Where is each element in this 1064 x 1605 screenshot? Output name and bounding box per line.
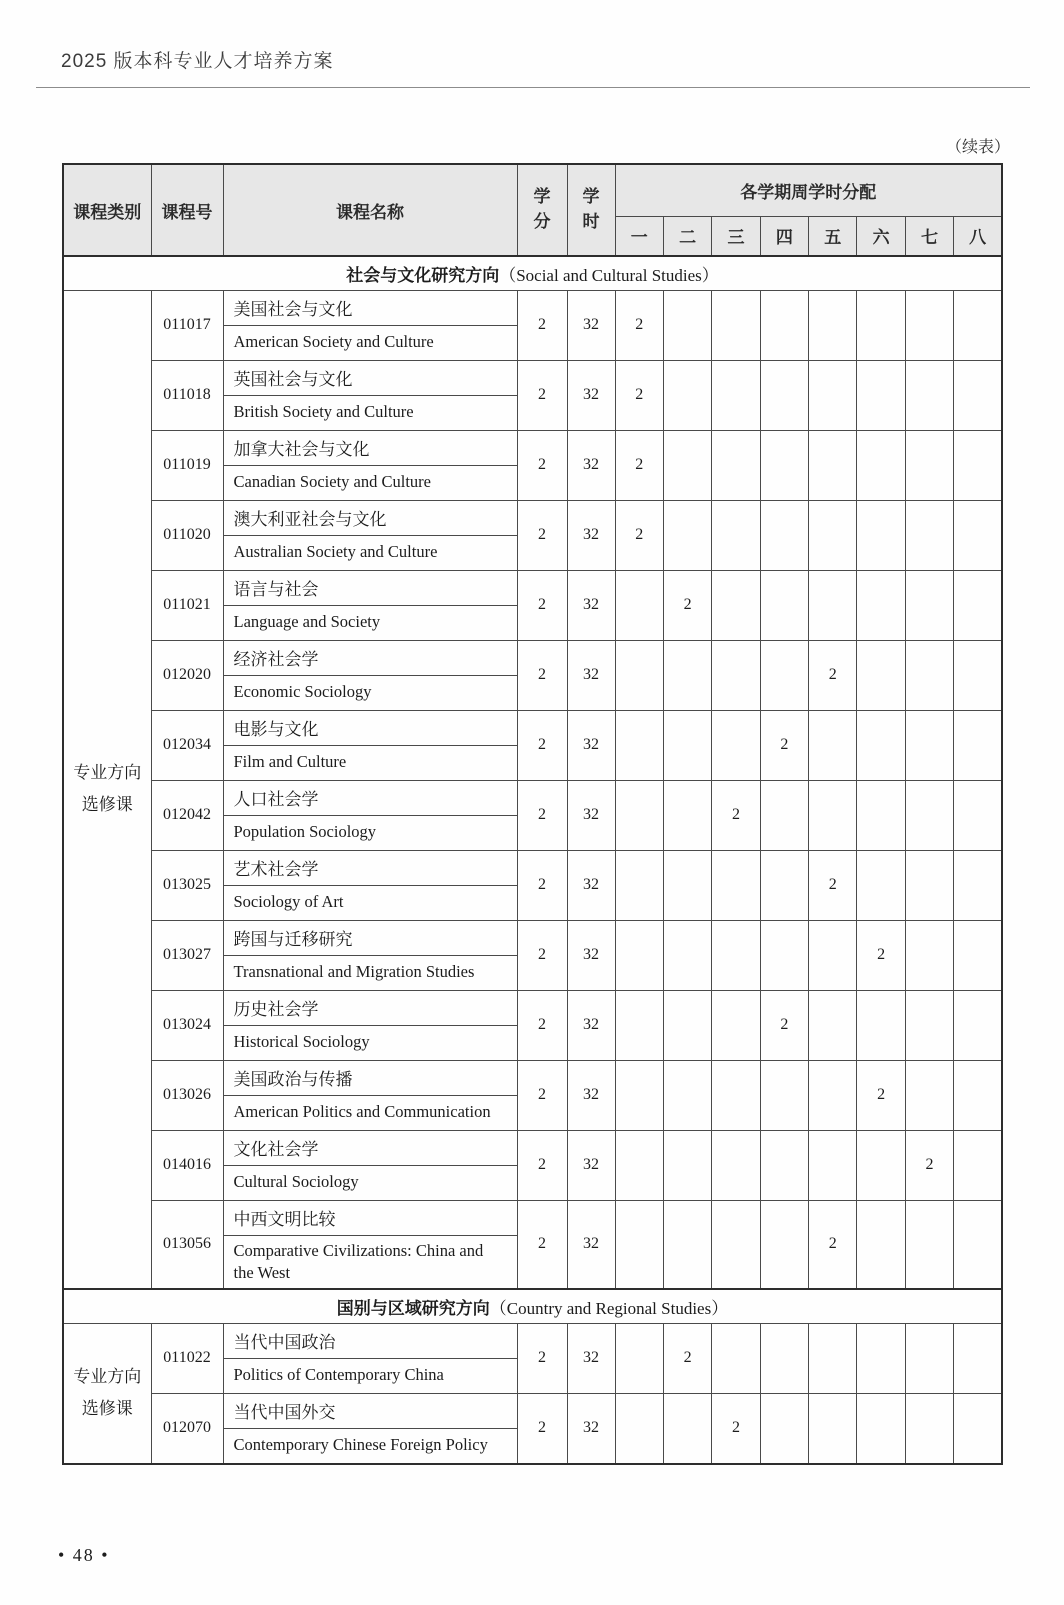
semester-5-cell	[809, 1060, 857, 1130]
semester-1-cell: 2	[615, 430, 663, 500]
semester-6-cell	[857, 1130, 905, 1200]
semester-1-cell: 2	[615, 360, 663, 430]
credits-cell: 2	[517, 430, 567, 500]
course-name-en: Australian Society and Culture	[233, 542, 438, 562]
credits-cell: 2	[517, 780, 567, 850]
semester-2-cell	[663, 1393, 711, 1464]
semester-2-cell: 2	[663, 1323, 711, 1393]
course-name-en: Contemporary Chinese Foreign Policy	[233, 1435, 488, 1455]
semester-7-cell	[905, 570, 953, 640]
course-name-cn: 电影与文化	[224, 711, 517, 746]
col-header-semester-6: 六	[857, 216, 905, 256]
semester-6-cell	[857, 500, 905, 570]
semester-6-cell	[857, 570, 905, 640]
semester-4-cell	[760, 1200, 808, 1289]
col-header-hours	[567, 164, 615, 256]
course-code-cell: 011019	[151, 430, 223, 500]
hours-cell: 32	[567, 850, 615, 920]
semester-3-cell: 2	[712, 1393, 760, 1464]
credits-cell: 2	[517, 500, 567, 570]
col-header-semester-3: 三	[712, 216, 760, 256]
semester-2-cell	[663, 780, 711, 850]
semester-4-cell	[760, 1323, 808, 1393]
semester-3-cell	[712, 990, 760, 1060]
table-row	[63, 640, 1002, 710]
semester-1-cell	[615, 710, 663, 780]
col-header-category: 课程类别	[63, 164, 151, 256]
col-header-course-name: 课程名称	[223, 164, 517, 256]
semester-3-cell	[712, 1060, 760, 1130]
course-name-cell	[223, 1393, 517, 1464]
course-code-cell: 011021	[151, 570, 223, 640]
page-number: • 48 •	[58, 1545, 110, 1565]
semester-3-cell	[712, 1200, 760, 1289]
course-code-cell: 013025	[151, 850, 223, 920]
course-name-cell	[223, 640, 517, 710]
semester-8-cell	[954, 1200, 1002, 1289]
course-name-cell	[223, 500, 517, 570]
course-code-cell: 011017	[151, 290, 223, 360]
semester-6-cell	[857, 780, 905, 850]
course-name-cn: 美国社会与文化	[224, 291, 517, 326]
col-header-course-no: 课程号	[151, 164, 223, 256]
course-name-en: Cultural Sociology	[233, 1172, 359, 1192]
table-body	[63, 256, 1002, 1464]
semester-8-cell	[954, 920, 1002, 990]
semester-5-cell: 2	[809, 850, 857, 920]
col-header-semester-group: 各学期周学时分配	[615, 164, 1002, 216]
semester-3-cell	[712, 1323, 760, 1393]
semester-8-cell	[954, 640, 1002, 710]
course-name-cn: 澳大利亚社会与文化	[224, 501, 517, 536]
course-name-cell	[223, 920, 517, 990]
course-name-cn: 人口社会学	[224, 781, 517, 816]
hours-cell: 32	[567, 570, 615, 640]
col-header-credits	[517, 164, 567, 256]
section-title-row	[63, 1289, 1002, 1323]
semester-4-cell	[760, 640, 808, 710]
hours-cell: 32	[567, 710, 615, 780]
section-title-en: （Social and Cultural Studies）	[499, 265, 719, 285]
semester-4-cell	[760, 1060, 808, 1130]
hours-cell: 32	[567, 920, 615, 990]
section-title-cn: 国别与区域研究方向	[336, 1298, 490, 1318]
course-name-cn: 中西文明比较	[224, 1201, 517, 1236]
course-name-cell	[223, 1200, 517, 1289]
course-code-cell: 011018	[151, 360, 223, 430]
semester-8-cell	[954, 500, 1002, 570]
category-cell: 专业方向选修课	[63, 290, 151, 1289]
semester-1-cell	[615, 1393, 663, 1464]
semester-7-cell	[905, 850, 953, 920]
col-header-semester-5: 五	[809, 216, 857, 256]
semester-7-cell	[905, 1200, 953, 1289]
credits-cell: 2	[517, 1393, 567, 1464]
course-code-cell: 013056	[151, 1200, 223, 1289]
credits-cell: 2	[517, 1060, 567, 1130]
course-name-en: Language and Society	[233, 612, 381, 632]
semester-7-cell	[905, 360, 953, 430]
semester-7-cell	[905, 640, 953, 710]
semester-2-cell	[663, 500, 711, 570]
semester-3-cell	[712, 710, 760, 780]
semester-1-cell	[615, 780, 663, 850]
table-row	[63, 430, 1002, 500]
semester-3-cell: 2	[712, 780, 760, 850]
course-code-cell: 013026	[151, 1060, 223, 1130]
course-code-cell: 013024	[151, 990, 223, 1060]
semester-2-cell	[663, 360, 711, 430]
credits-cell: 2	[517, 1130, 567, 1200]
semester-6-cell	[857, 710, 905, 780]
course-name-cell	[223, 570, 517, 640]
semester-4-cell	[760, 850, 808, 920]
semester-8-cell	[954, 1393, 1002, 1464]
semester-7-cell	[905, 430, 953, 500]
semester-1-cell	[615, 920, 663, 990]
credits-cell: 2	[517, 710, 567, 780]
semester-6-cell	[857, 640, 905, 710]
hours-cell: 32	[567, 780, 615, 850]
semester-7-cell	[905, 920, 953, 990]
semester-3-cell	[712, 640, 760, 710]
semester-8-cell	[954, 850, 1002, 920]
semester-1-cell	[615, 1060, 663, 1130]
semester-3-cell	[712, 360, 760, 430]
semester-5-cell	[809, 430, 857, 500]
course-name-en: Canadian Society and Culture	[233, 472, 431, 492]
credits-cell: 2	[517, 1200, 567, 1289]
table-row	[63, 850, 1002, 920]
hours-cell: 32	[567, 1323, 615, 1393]
hours-cell: 32	[567, 640, 615, 710]
continued-label: （续表）	[945, 139, 1010, 156]
course-name-cn: 经济社会学	[224, 641, 517, 676]
table-header	[63, 164, 1002, 256]
course-code-cell: 012020	[151, 640, 223, 710]
credits-cell: 2	[517, 640, 567, 710]
course-name-cn: 文化社会学	[224, 1131, 517, 1166]
semester-1-cell	[615, 640, 663, 710]
credits-cell: 2	[517, 850, 567, 920]
semester-6-cell	[857, 290, 905, 360]
semester-8-cell	[954, 1130, 1002, 1200]
table-row	[63, 710, 1002, 780]
course-code-cell: 011020	[151, 500, 223, 570]
semester-4-cell	[760, 570, 808, 640]
col-header-semester-2: 二	[663, 216, 711, 256]
semester-4-cell	[760, 1393, 808, 1464]
table-row	[63, 360, 1002, 430]
course-code-cell: 012042	[151, 780, 223, 850]
doc-header-title: 2025 版本科专业人才培养方案	[61, 51, 334, 72]
course-name-en: Economic Sociology	[233, 682, 372, 702]
course-name-cn: 语言与社会	[224, 571, 517, 606]
header-divider	[36, 87, 1030, 88]
col-header-semester-4: 四	[760, 216, 808, 256]
semester-8-cell	[954, 990, 1002, 1060]
course-name-en: Sociology of Art	[233, 892, 344, 912]
course-name-en: Transnational and Migration Studies	[233, 962, 475, 982]
semester-7-cell	[905, 1323, 953, 1393]
semester-4-cell: 2	[760, 990, 808, 1060]
course-code-cell: 013027	[151, 920, 223, 990]
course-name-en: Population Sociology	[233, 822, 377, 842]
semester-7-cell	[905, 1060, 953, 1130]
semester-8-cell	[954, 430, 1002, 500]
semester-3-cell	[712, 430, 760, 500]
semester-5-cell	[809, 1393, 857, 1464]
semester-2-cell	[663, 990, 711, 1060]
semester-3-cell	[712, 920, 760, 990]
semester-2-cell	[663, 1130, 711, 1200]
semester-3-cell	[712, 290, 760, 360]
course-name-en: Politics of Contemporary China	[233, 1365, 444, 1385]
semester-2-cell	[663, 1200, 711, 1289]
semester-1-cell	[615, 570, 663, 640]
section-title-row	[63, 256, 1002, 290]
semester-7-cell	[905, 710, 953, 780]
course-name-cell	[223, 990, 517, 1060]
hours-cell: 32	[567, 1393, 615, 1464]
semester-5-cell: 2	[809, 1200, 857, 1289]
semester-2-cell: 2	[663, 570, 711, 640]
table-row	[63, 500, 1002, 570]
col-header-semester-7: 七	[905, 216, 953, 256]
semester-3-cell	[712, 500, 760, 570]
course-name-cell	[223, 1323, 517, 1393]
table-row	[63, 990, 1002, 1060]
semester-6-cell	[857, 1200, 905, 1289]
course-code-cell: 012034	[151, 710, 223, 780]
semester-2-cell	[663, 920, 711, 990]
col-header-semester-8: 八	[954, 216, 1002, 256]
category-cell: 专业方向选修课	[63, 1323, 151, 1464]
course-name-cell	[223, 290, 517, 360]
hours-cell: 32	[567, 430, 615, 500]
semester-2-cell	[663, 710, 711, 780]
section-title-cn: 社会与文化研究方向	[346, 265, 500, 285]
semester-8-cell	[954, 570, 1002, 640]
credits-cell: 2	[517, 360, 567, 430]
course-name-en: Comparative Civilizations: China and the West	[233, 1240, 484, 1282]
semester-8-cell	[954, 1323, 1002, 1393]
semester-7-cell	[905, 990, 953, 1060]
credits-cell: 2	[517, 570, 567, 640]
semester-4-cell	[760, 1130, 808, 1200]
semester-6-cell: 2	[857, 920, 905, 990]
course-code-cell: 012070	[151, 1393, 223, 1464]
section-title-cell	[63, 256, 1002, 290]
course-name-cn: 英国社会与文化	[224, 361, 517, 396]
semester-8-cell	[954, 1060, 1002, 1130]
semester-7-cell	[905, 1393, 953, 1464]
table-row	[63, 1060, 1002, 1130]
credits-cell: 2	[517, 920, 567, 990]
table-row	[63, 920, 1002, 990]
semester-3-cell	[712, 850, 760, 920]
semester-5-cell	[809, 710, 857, 780]
semester-7-cell: 2	[905, 1130, 953, 1200]
hours-cell: 32	[567, 360, 615, 430]
semester-8-cell	[954, 290, 1002, 360]
semester-6-cell	[857, 1323, 905, 1393]
semester-5-cell	[809, 920, 857, 990]
semester-5-cell	[809, 1130, 857, 1200]
semester-8-cell	[954, 360, 1002, 430]
semester-7-cell	[905, 780, 953, 850]
semester-5-cell	[809, 570, 857, 640]
course-name-en: Film and Culture	[233, 752, 347, 772]
semester-5-cell	[809, 990, 857, 1060]
semester-1-cell	[615, 1323, 663, 1393]
course-name-cell	[223, 850, 517, 920]
credits-label: 学分	[533, 187, 551, 231]
course-name-en: American Society and Culture	[233, 332, 434, 352]
semester-1-cell: 2	[615, 500, 663, 570]
table-row	[63, 570, 1002, 640]
semester-5-cell	[809, 1323, 857, 1393]
semester-5-cell	[809, 780, 857, 850]
semester-2-cell	[663, 1060, 711, 1130]
semester-1-cell	[615, 1200, 663, 1289]
hours-cell: 32	[567, 1130, 615, 1200]
course-name-cn: 加拿大社会与文化	[224, 431, 517, 466]
semester-2-cell	[663, 290, 711, 360]
course-name-cn: 艺术社会学	[224, 851, 517, 886]
hours-cell: 32	[567, 990, 615, 1060]
semester-6-cell	[857, 360, 905, 430]
course-name-cell	[223, 1130, 517, 1200]
semester-8-cell	[954, 710, 1002, 780]
semester-1-cell	[615, 850, 663, 920]
semester-7-cell	[905, 500, 953, 570]
semester-3-cell	[712, 570, 760, 640]
course-name-en: British Society and Culture	[233, 402, 414, 422]
course-code-cell: 014016	[151, 1130, 223, 1200]
course-name-cell	[223, 1060, 517, 1130]
credits-cell: 2	[517, 1323, 567, 1393]
course-name-cell	[223, 430, 517, 500]
semester-2-cell	[663, 640, 711, 710]
table-row	[63, 1130, 1002, 1200]
table-row	[63, 1393, 1002, 1464]
semester-1-cell: 2	[615, 290, 663, 360]
course-name-cell	[223, 710, 517, 780]
course-name-cn: 当代中国政治	[224, 1324, 517, 1359]
table-row	[63, 290, 1002, 360]
col-header-semester-1: 一	[615, 216, 663, 256]
semester-5-cell	[809, 500, 857, 570]
course-name-cn: 历史社会学	[224, 991, 517, 1026]
semester-5-cell	[809, 360, 857, 430]
course-name-cn: 跨国与迁移研究	[224, 921, 517, 956]
semester-1-cell	[615, 1130, 663, 1200]
semester-4-cell	[760, 430, 808, 500]
semester-4-cell	[760, 500, 808, 570]
hours-cell: 32	[567, 1200, 615, 1289]
semester-4-cell	[760, 290, 808, 360]
course-name-en: Historical Sociology	[233, 1032, 370, 1052]
semester-3-cell	[712, 1130, 760, 1200]
course-name-en: American Politics and Communication	[233, 1102, 491, 1122]
table-row	[63, 1323, 1002, 1393]
course-name-cell	[223, 360, 517, 430]
table-row	[63, 780, 1002, 850]
section-title-cell	[63, 1289, 1002, 1323]
semester-5-cell	[809, 290, 857, 360]
course-name-cell	[223, 780, 517, 850]
semester-6-cell	[857, 430, 905, 500]
semester-4-cell: 2	[760, 710, 808, 780]
course-name-cn: 当代中国外交	[224, 1394, 517, 1429]
hours-cell: 32	[567, 290, 615, 360]
hours-label: 学时	[582, 187, 600, 231]
semester-7-cell	[905, 290, 953, 360]
semester-4-cell	[760, 920, 808, 990]
semester-6-cell	[857, 1393, 905, 1464]
semester-6-cell	[857, 850, 905, 920]
course-code-cell: 011022	[151, 1323, 223, 1393]
semester-5-cell: 2	[809, 640, 857, 710]
course-name-cn: 美国政治与传播	[224, 1061, 517, 1096]
semester-6-cell: 2	[857, 1060, 905, 1130]
hours-cell: 32	[567, 500, 615, 570]
credits-cell: 2	[517, 990, 567, 1060]
semester-1-cell	[615, 990, 663, 1060]
section-title-en: （Country and Regional Studies）	[489, 1298, 729, 1318]
semester-2-cell	[663, 850, 711, 920]
semester-8-cell	[954, 780, 1002, 850]
semester-2-cell	[663, 430, 711, 500]
course-table	[62, 163, 1003, 1465]
hours-cell: 32	[567, 1060, 615, 1130]
semester-6-cell	[857, 990, 905, 1060]
table-row	[63, 1200, 1002, 1289]
semester-4-cell	[760, 360, 808, 430]
credits-cell: 2	[517, 290, 567, 360]
semester-4-cell	[760, 780, 808, 850]
